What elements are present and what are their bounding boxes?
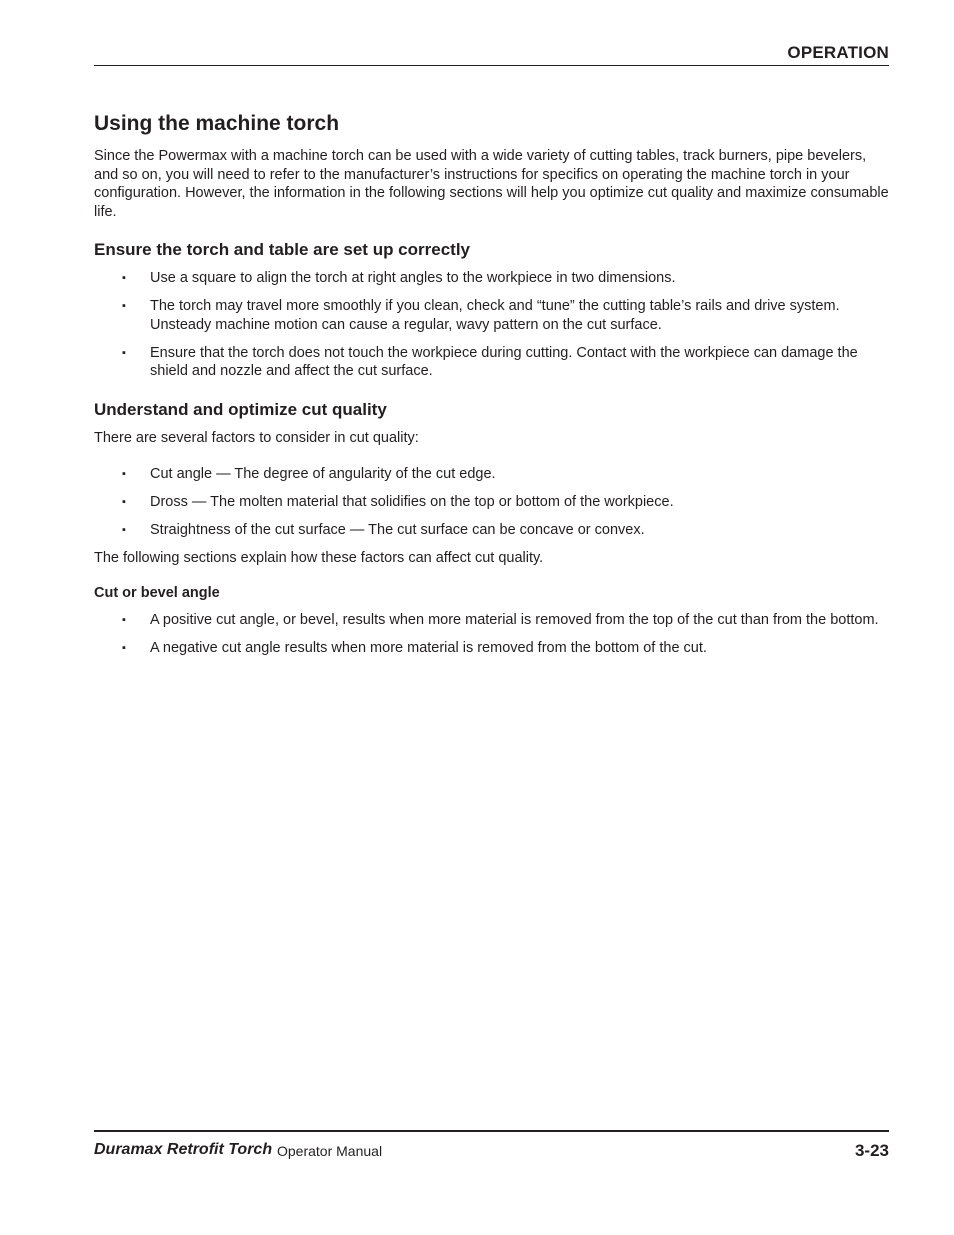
- list-item-text: Dross — The molten material that solidifies on the top or bottom of the workpiece.: [150, 494, 674, 510]
- bullet-icon: ▪: [122, 613, 126, 626]
- setup-list: [94, 269, 894, 381]
- page-header: [94, 40, 889, 66]
- document-type: Operator Manual: [277, 1143, 383, 1159]
- main-content: [94, 110, 894, 667]
- list-item: [94, 611, 894, 630]
- list-item: [94, 493, 894, 512]
- list-item-text: Ensure that the torch does not touch the workpiece during cutting. Contact with the workpiece can damage the shield and nozzle and affect the cut surface.: [150, 344, 858, 379]
- list-item-text: Use a square to align the torch at right angles to the workpiece in two dimensions.: [150, 270, 676, 286]
- list-item-text: A negative cut angle results when more material is removed from the bottom of the cut.: [150, 639, 707, 656]
- bevel-heading: Cut or bevel angle: [94, 584, 220, 601]
- page-number: 3-23: [854, 1141, 889, 1160]
- list-item: [94, 639, 894, 658]
- setup-heading: Ensure the torch and table are set up correctly: [94, 240, 471, 259]
- quality-heading: Understand and optimize cut quality: [94, 399, 387, 419]
- bullet-icon: ▪: [122, 346, 126, 359]
- list-item: [94, 465, 894, 484]
- list-item-text: A positive cut angle, or bevel, results when more material is removed from the top of the cut than from the bottom.: [150, 611, 879, 628]
- intro-paragraph: Since the Powermax with a machine torch can be used with a wide variety of cutting tables, track burners, pipe bevelers, and so on, you will need to refer to the manufacturer’s instructions for specifics on operating the machine torch in your configuration. However, the information in the following sections will help you optimize cut quality and maximize consumable life.: [94, 148, 889, 220]
- product-name: Duramax Retrofit Torch: [94, 1141, 273, 1158]
- quality-outro: The following sections explain how these factors can affect cut quality.: [94, 550, 544, 566]
- bullet-icon: ▪: [122, 300, 126, 312]
- section-label: OPERATION: [787, 43, 889, 62]
- bullet-icon: ▪: [122, 468, 126, 480]
- list-item: [94, 269, 894, 288]
- list-item: [94, 521, 894, 540]
- page-title: Using the machine torch: [94, 112, 340, 135]
- quality-list: [94, 465, 894, 540]
- quality-intro: There are several factors to consider in cut quality:: [94, 429, 419, 446]
- bullet-icon: ▪: [122, 272, 126, 284]
- bevel-list: [94, 611, 894, 658]
- bullet-icon: ▪: [122, 641, 126, 654]
- bullet-icon: ▪: [122, 524, 126, 536]
- page-footer: [94, 1130, 889, 1162]
- list-item: [94, 297, 894, 334]
- list-item-text: Straightness of the cut surface — The cut surface can be concave or convex.: [150, 522, 645, 538]
- list-item-text: Cut angle — The degree of angularity of the cut edge.: [150, 466, 496, 482]
- bullet-icon: ▪: [122, 496, 126, 508]
- list-item: [94, 344, 894, 381]
- list-item-text: The torch may travel more smoothly if you clean, check and “tune” the cutting table’s rails and drive system. Unsteady machine motion can cause a regular, wavy pattern on the cut surface.: [150, 298, 840, 333]
